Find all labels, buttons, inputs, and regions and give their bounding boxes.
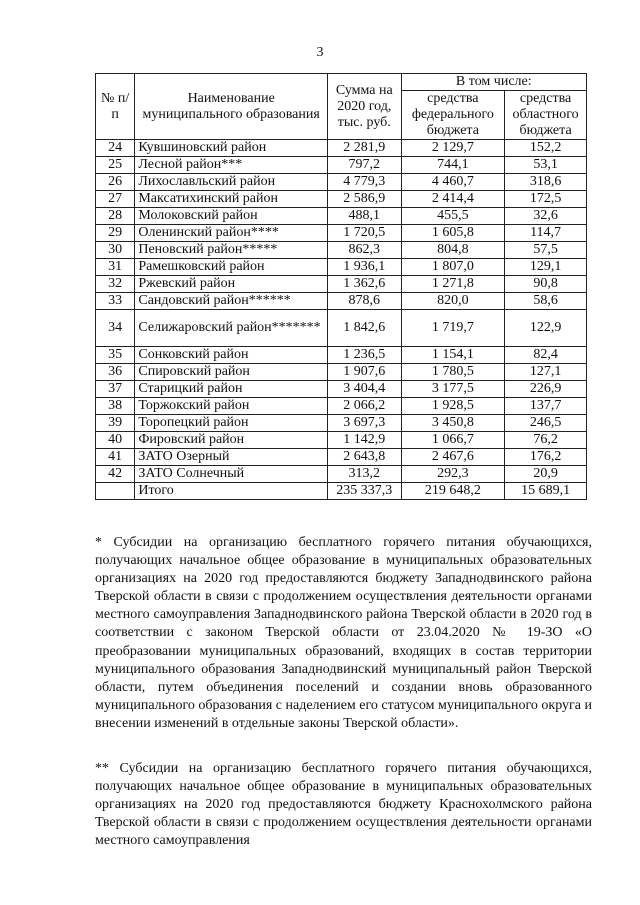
row-name: Старицкий район <box>135 381 328 398</box>
footnote-2-text: ** Субсидии на организацию бесплатного горячего питания обучающихся, получающих начальное общее образование в муниципальных образовательных организациях на 2020 год предоставляются бюджету Краснохолмского района Тверской области в связи с продолжением осуществления деятельности органами местного самоуправления <box>95 761 592 849</box>
row-sum: 1 720,5 <box>328 225 402 242</box>
row-sum: 1 907,6 <box>328 364 402 381</box>
row-federal: 1 605,8 <box>401 225 505 242</box>
row-regional: 246,5 <box>505 415 587 432</box>
row-sum: 235 337,3 <box>328 483 402 500</box>
table-row <box>96 191 587 208</box>
table-row <box>96 208 587 225</box>
row-number: 36 <box>96 364 135 381</box>
row-regional: 137,7 <box>505 398 587 415</box>
table-row <box>96 398 587 415</box>
row-name: Селижаровский район******* <box>135 310 328 347</box>
table-row <box>96 415 587 432</box>
row-number: 28 <box>96 208 135 225</box>
row-name: Лихославльский район <box>135 174 328 191</box>
subsidy-table <box>95 73 587 500</box>
row-number: 39 <box>96 415 135 432</box>
row-number: 25 <box>96 157 135 174</box>
row-name: Фировский район <box>135 432 328 449</box>
row-regional: 15 689,1 <box>505 483 587 500</box>
row-sum: 488,1 <box>328 208 402 225</box>
row-regional: 114,7 <box>505 225 587 242</box>
row-sum: 1 142,9 <box>328 432 402 449</box>
row-federal: 3 177,5 <box>401 381 505 398</box>
table-row <box>96 347 587 364</box>
row-regional: 57,5 <box>505 242 587 259</box>
row-regional: 127,1 <box>505 364 587 381</box>
row-sum: 2 643,8 <box>328 449 402 466</box>
footnote-1-text: * Субсидии на организацию бесплатного горячего питания обучающихся, получающих начальное общее образование в муниципальных образовательных организациях на 2020 год предоставляются бюджету Западнодвинского района Тверской области в связи с продолжением осуществления деятельности органами местного самоуправления Западнодвинского района Тверской области в 2020 год в соответствии с законом Тверской области от 23.04.2020 № 19-ЗО «О преобразовании муниципальных образований, входящих в состав территории муниципального образования Западнодвинский муниципальный район Тверской области, путем объединения поселений и создании вновь образованного муниципального образования с наделением его статусом муниципального округа и внесении изменений в отдельные законы Тверской области». <box>95 535 592 731</box>
row-federal: 1 719,7 <box>401 310 505 347</box>
row-name: ЗАТО Солнечный <box>135 466 328 483</box>
row-regional: 122,9 <box>505 310 587 347</box>
row-sum: 3 697,3 <box>328 415 402 432</box>
row-sum: 1 362,6 <box>328 276 402 293</box>
row-regional: 152,2 <box>505 140 587 157</box>
page-number: 3 <box>316 45 324 60</box>
row-regional: 176,2 <box>505 449 587 466</box>
table-row <box>96 174 587 191</box>
row-sum: 2 586,9 <box>328 191 402 208</box>
row-regional: 58,6 <box>505 293 587 310</box>
row-federal: 1 928,5 <box>401 398 505 415</box>
row-name: Оленинский район**** <box>135 225 328 242</box>
row-name: Кувшиновский район <box>135 140 328 157</box>
row-federal: 2 414,4 <box>401 191 505 208</box>
row-name: Сандовский район****** <box>135 293 328 310</box>
row-number: 24 <box>96 140 135 157</box>
row-number: 33 <box>96 293 135 310</box>
row-name: Сонковский район <box>135 347 328 364</box>
row-name: Спировский район <box>135 364 328 381</box>
table-row <box>96 140 587 157</box>
table-row <box>96 449 587 466</box>
row-name: Рамешковский район <box>135 259 328 276</box>
header-including: В том числе: <box>401 74 586 91</box>
row-federal: 219 648,2 <box>401 483 505 500</box>
row-federal: 2 467,6 <box>401 449 505 466</box>
row-name: Торопецкий район <box>135 415 328 432</box>
row-federal: 292,3 <box>401 466 505 483</box>
header-sum: Сумма на 2020 год, тыс. руб. <box>328 74 402 140</box>
row-sum: 2 066,2 <box>328 398 402 415</box>
row-name: Пеновский район***** <box>135 242 328 259</box>
row-regional: 226,9 <box>505 381 587 398</box>
row-number: 26 <box>96 174 135 191</box>
row-number: 31 <box>96 259 135 276</box>
row-number <box>96 483 135 500</box>
row-number: 34 <box>96 310 135 347</box>
row-regional: 20,9 <box>505 466 587 483</box>
table-row <box>96 259 587 276</box>
row-sum: 797,2 <box>328 157 402 174</box>
table-row <box>96 381 587 398</box>
row-name: Молоковский район <box>135 208 328 225</box>
row-number: 35 <box>96 347 135 364</box>
row-sum: 1 936,1 <box>328 259 402 276</box>
table-total-row <box>96 483 587 500</box>
row-name: Торжокский район <box>135 398 328 415</box>
table-row <box>96 157 587 174</box>
row-regional: 90,8 <box>505 276 587 293</box>
row-federal: 1 271,8 <box>401 276 505 293</box>
row-federal: 820,0 <box>401 293 505 310</box>
footnote-2 <box>95 760 592 850</box>
row-name: Ржевский район <box>135 276 328 293</box>
table-header-row-1 <box>96 74 587 91</box>
row-number: 32 <box>96 276 135 293</box>
row-number: 27 <box>96 191 135 208</box>
row-sum: 1 842,6 <box>328 310 402 347</box>
row-federal: 1 807,0 <box>401 259 505 276</box>
row-number: 37 <box>96 381 135 398</box>
table-row <box>96 293 587 310</box>
row-sum: 878,6 <box>328 293 402 310</box>
row-name: ЗАТО Озерный <box>135 449 328 466</box>
header-name: Наименование муниципального образования <box>135 74 328 140</box>
row-federal: 455,5 <box>401 208 505 225</box>
row-federal: 1 780,5 <box>401 364 505 381</box>
table-row <box>96 242 587 259</box>
row-federal: 4 460,7 <box>401 174 505 191</box>
row-federal: 804,8 <box>401 242 505 259</box>
row-federal: 2 129,7 <box>401 140 505 157</box>
row-number: 29 <box>96 225 135 242</box>
table-row <box>96 364 587 381</box>
row-regional: 82,4 <box>505 347 587 364</box>
row-sum: 3 404,4 <box>328 381 402 398</box>
row-name: Лесной район*** <box>135 157 328 174</box>
row-number: 40 <box>96 432 135 449</box>
row-regional: 129,1 <box>505 259 587 276</box>
header-regional: средства областного бюджета <box>505 91 587 140</box>
row-regional: 32,6 <box>505 208 587 225</box>
row-name: Итого <box>135 483 328 500</box>
table-row <box>96 466 587 483</box>
row-number: 42 <box>96 466 135 483</box>
row-sum: 4 779,3 <box>328 174 402 191</box>
table-row <box>96 225 587 242</box>
header-federal: средства федерального бюджета <box>401 91 505 140</box>
row-regional: 318,6 <box>505 174 587 191</box>
table-row <box>96 432 587 449</box>
row-number: 30 <box>96 242 135 259</box>
row-regional: 172,5 <box>505 191 587 208</box>
row-federal: 1 154,1 <box>401 347 505 364</box>
table-row <box>96 310 587 347</box>
row-sum: 1 236,5 <box>328 347 402 364</box>
row-federal: 3 450,8 <box>401 415 505 432</box>
row-sum: 2 281,9 <box>328 140 402 157</box>
row-federal: 744,1 <box>401 157 505 174</box>
row-sum: 313,2 <box>328 466 402 483</box>
row-sum: 862,3 <box>328 242 402 259</box>
footnote-1 <box>95 534 592 733</box>
row-federal: 1 066,7 <box>401 432 505 449</box>
row-number: 38 <box>96 398 135 415</box>
row-name: Максатихинский район <box>135 191 328 208</box>
header-num: № п/п <box>96 74 135 140</box>
row-number: 41 <box>96 449 135 466</box>
row-regional: 76,2 <box>505 432 587 449</box>
table-row <box>96 276 587 293</box>
row-regional: 53,1 <box>505 157 587 174</box>
